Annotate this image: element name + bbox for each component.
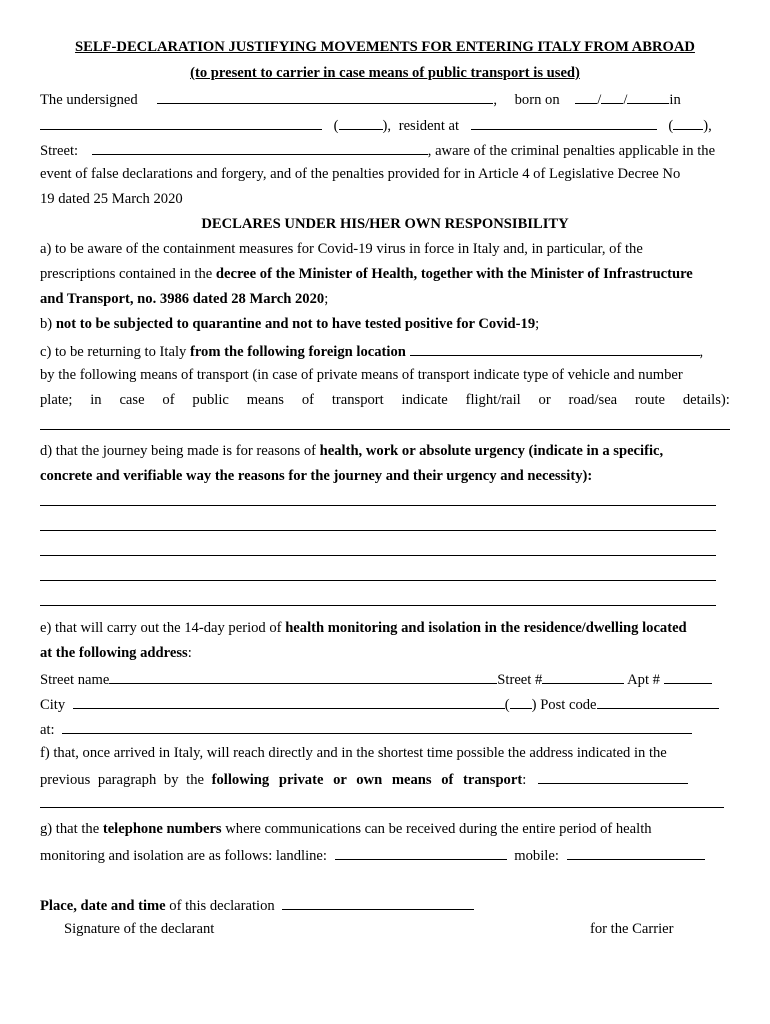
- address-line-3: [40, 719, 730, 739]
- signature-declarant-label: Signature of the declarant: [64, 921, 215, 937]
- post-code-label: Post code: [540, 697, 597, 713]
- name-field[interactable]: [157, 89, 493, 104]
- clause-a-line-1: a) to be aware of the containment measures for Covid-19 virus in force in Italy and, in particular, of the: [40, 241, 643, 257]
- clause-c-line-1: c) to be returning to Italy from the following foreign location ,: [40, 341, 730, 361]
- intro-line-1: The undersigned , born on / / in: [40, 89, 730, 109]
- city-field[interactable]: [73, 694, 505, 709]
- street-name-label: Street name: [40, 672, 110, 688]
- clause-d-line-1: [40, 442, 730, 460]
- birth-year-field[interactable]: [627, 89, 669, 104]
- street-label: Street:: [40, 143, 79, 159]
- clause-e-colon: :: [187, 645, 192, 661]
- birth-province-field[interactable]: [339, 115, 383, 130]
- reason-line-2[interactable]: [40, 530, 716, 531]
- clause-g-bold: telephone numbers: [102, 821, 222, 837]
- clause-d-prefix: d) that the journey being made is for reasons of: [40, 443, 320, 459]
- carrier-label: for the Carrier: [590, 921, 674, 937]
- address-line-2: City ( ) Post code: [40, 694, 730, 714]
- clause-f-bold: following private or own means of transport: [211, 772, 523, 788]
- reason-line-4[interactable]: [40, 580, 716, 581]
- aware-text: , aware of the criminal penalties applicable in the: [427, 143, 716, 159]
- clause-a-line-2: [40, 265, 730, 283]
- landline-field[interactable]: [335, 845, 507, 860]
- private-transport-field[interactable]: [538, 769, 688, 784]
- clause-f-colon: :: [522, 772, 527, 788]
- residence-field[interactable]: [471, 115, 657, 130]
- clause-a-decree-cont: and Transport, no. 3986 dated 28 March 2020: [40, 291, 325, 307]
- document-subtitle: (to present to carrier in case means of public transport is used): [190, 65, 580, 81]
- reason-line-3[interactable]: [40, 555, 716, 556]
- place-date-bold: Place, date and time: [40, 898, 166, 914]
- place-date-field[interactable]: [282, 895, 474, 910]
- clause-e-prefix: e) that will carry out the 14-day period of: [40, 620, 286, 636]
- undersigned-label: The undersigned: [40, 92, 138, 108]
- clause-b-prefix: b): [40, 316, 56, 332]
- landline-label: monitoring and isolation are as follows: landline:: [40, 848, 327, 864]
- apt-label: Apt #: [627, 672, 660, 688]
- foreign-location-field[interactable]: [410, 341, 700, 356]
- place-date-rest: of this declaration: [165, 898, 275, 914]
- clause-b: [40, 315, 730, 333]
- in-label: in: [669, 92, 681, 108]
- address-line-1: [40, 669, 730, 689]
- clause-e-line-1: [40, 619, 730, 637]
- intro-line-3: [40, 140, 730, 160]
- intro-line-4: event of false declarations and forgery, and of the penalties provided for in Article 4 of Legislative Decree No: [40, 166, 681, 182]
- clause-a-end: ;: [324, 291, 329, 307]
- street-number-label: Street #: [497, 672, 543, 688]
- mobile-field[interactable]: [567, 845, 705, 860]
- city-label: City: [40, 697, 66, 713]
- clause-f-prefix: previous paragraph by the: [40, 772, 212, 788]
- private-transport-line-2[interactable]: [40, 807, 724, 808]
- clause-g-line-2: [40, 845, 730, 865]
- clause-e-bold-1: health monitoring and isolation in the residence/dwelling located: [285, 620, 687, 636]
- reason-line-1[interactable]: [40, 505, 716, 506]
- clause-a-text: prescriptions contained in the: [40, 266, 216, 282]
- at-label: at:: [40, 722, 55, 738]
- clause-c-prefix: c) to be returning to Italy: [40, 344, 190, 360]
- born-on-label: born on: [514, 92, 560, 108]
- post-code-field[interactable]: [597, 694, 719, 709]
- intro-line-5: 19 dated 25 March 2020: [40, 191, 183, 207]
- street-number-field[interactable]: [542, 669, 624, 684]
- birth-month-field[interactable]: [601, 89, 623, 104]
- street-field[interactable]: [92, 140, 428, 155]
- reason-line-5[interactable]: [40, 605, 716, 606]
- clause-c-bold: from the following foreign location: [189, 344, 406, 360]
- street-name-field[interactable]: [109, 669, 497, 684]
- clause-a-line-3: [40, 290, 730, 308]
- clause-b-end: ;: [535, 316, 540, 332]
- birth-day-field[interactable]: [575, 89, 597, 104]
- clause-e-bold-2: at the following address: [40, 645, 188, 661]
- clause-b-bold: not to be subjected to quarantine and not to have tested positive for Covid-19: [55, 316, 536, 332]
- transport-details-field[interactable]: [40, 429, 730, 430]
- clause-f-line-1: f) that, once arrived in Italy, will reach directly and in the shortest time possible the address indicated in the: [40, 745, 667, 761]
- clause-d-bold-1: health, work or absolute urgency (indicate in a specific,: [319, 443, 664, 459]
- clause-g-rest: where communications can be received during the entire period of health: [221, 821, 652, 837]
- clause-a-decree: decree of the Minister of Health, together with the Minister of Infrastructure: [215, 266, 693, 282]
- clause-c-line-2: by the following means of transport (in case of private means of transport indicate type of vehicle and number: [40, 367, 683, 383]
- place-date-line: [40, 895, 730, 915]
- apt-field[interactable]: [664, 669, 712, 684]
- document-title: SELF-DECLARATION JUSTIFYING MOVEMENTS FOR ENTERING ITALY FROM ABROAD: [75, 39, 695, 55]
- resident-at-label: resident at: [398, 118, 460, 134]
- declares-heading: DECLARES UNDER HIS/HER OWN RESPONSIBILITY: [201, 216, 569, 232]
- clause-d-line-2: concrete and verifiable way the reasons for the journey and their urgency and necessity):: [40, 468, 593, 484]
- birthplace-field[interactable]: [40, 115, 322, 130]
- intro-line-2: ( ), resident at ( ),: [40, 115, 730, 135]
- clause-c-line-3: plate; in case of public means of transport indicate flight/rail or road/sea route details):: [40, 392, 730, 408]
- clause-g-line-1: [40, 820, 730, 838]
- clause-g-prefix: g) that the: [40, 821, 103, 837]
- clause-e-line-2: [40, 644, 730, 662]
- city-province-field[interactable]: [510, 694, 532, 709]
- clause-f-line-2: [40, 769, 730, 789]
- residence-province-field[interactable]: [673, 115, 703, 130]
- mobile-label: mobile:: [514, 848, 559, 864]
- at-field[interactable]: [62, 719, 692, 734]
